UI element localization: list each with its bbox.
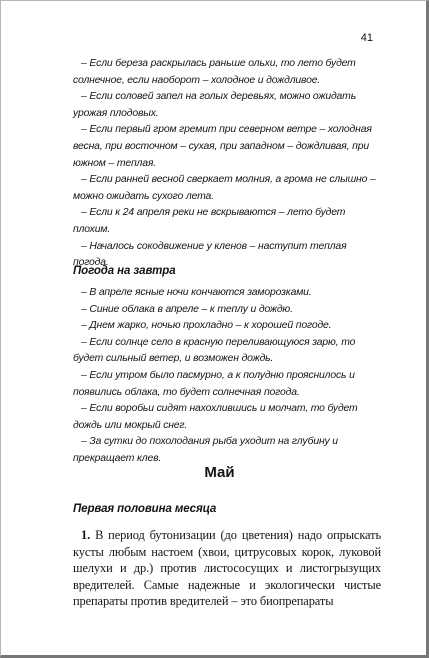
forecast-item: – Если воробьи сидят нахохлившись и молчат, то будет дождь или мокрый снег. [73, 403, 358, 431]
omen-item: – Началось сокодвижение у кленов – наступит теплая погода. [73, 240, 347, 269]
forecast-item: – Если солнце село в красную переливающуюся зарю, то будет сильный ветер, и возможен дождь. [73, 336, 356, 365]
forecast-item: – Если утром было пасмурно, а к полудню прояснилось и появились облака, то будет солнечная погода. [73, 369, 355, 398]
paragraph-number: 1. [81, 528, 91, 542]
forecast-item: – За сутки до похолодания рыба уходит на глубину и прекращает клев. [73, 436, 338, 464]
first-half-heading: Первая половина месяца [73, 503, 217, 515]
omen-item: – Если соловей запел на голых деревьях, можно ожидать урожая плодовых. [73, 91, 357, 119]
page-number: 41 [360, 32, 373, 44]
weather-forecast-list [73, 285, 381, 468]
forecast-item: – В апреле ясные ночи кончаются заморозками. [81, 287, 312, 298]
omen-item: – Если береза раскрылась раньше ольхи, то лето будет солнечное, если наоборот – холодное и дождливое. [73, 58, 356, 86]
spring-omens-list [73, 56, 381, 272]
paragraph-text: В период бутонизации (до цветения) надо опрыскать кусты любым настоем (хвои, цитрусовых корок, луковой шелухи и др.) против листососущих и листогрызущих вредителей. Самые надежные и экологически чистые препараты против вредителей – это биопрепараты [73, 528, 381, 608]
omen-item: – Если к 24 апреля реки не вскрываются – лето будет плохим. [73, 207, 346, 235]
omen-item: – Если первый гром гремит при северном ветре – холодная весна, при восточном – сухая, при западном – дождливая, при южном – теплая. [73, 124, 372, 169]
forecast-item: – Днем жарко, ночью прохладно – к хорошей погоде. [81, 320, 332, 332]
forecast-item: – Синие облака в апреле – к теплу и дождю. [81, 303, 293, 315]
omen-item: – Если ранней весной сверкает молния, а грома не слышно – можно ожидать сухого лета. [73, 174, 376, 202]
month-title: Май [204, 464, 235, 481]
body-paragraph [73, 527, 381, 610]
weather-tomorrow-heading: Погода на завтра [73, 265, 176, 277]
